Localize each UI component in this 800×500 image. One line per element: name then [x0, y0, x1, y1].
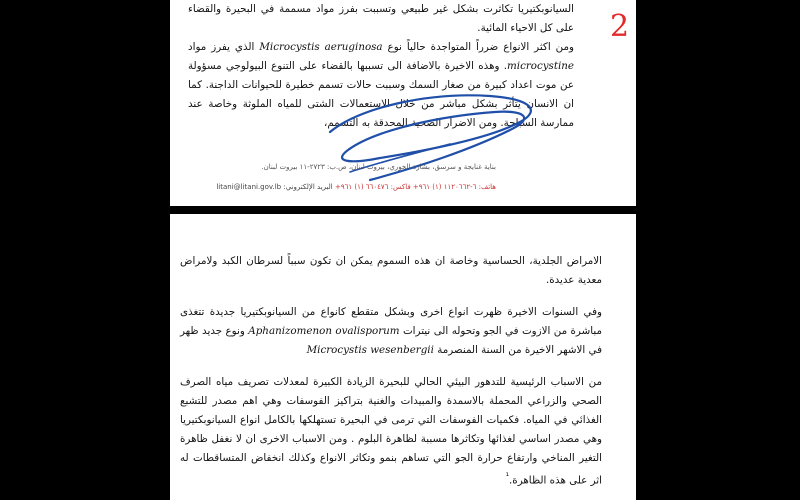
- page2-paragraph: وفي السنوات الاخيرة ظهرت انواع اخرى وبشكل متقطع كانواع من السيانوبكتيريا جديدة تتغذى مباشرة من الازوت في الجو وتحوله الى نيترات Aphanizomenon ovalisporum ونوع جديد ظهر في الاشهر الاخيرة من السنة المنصرمة Microcystis wesenbergii: [180, 306, 602, 356]
- footer-contact: هاتف: ٦-١١٢٠٦٦٢ (١) ٩٦١+ فاكس: ٦٦٠٤٧٦ (١) ٩٦١+ البريد الإلكتروني: litani@litani.gov.lb: [216, 183, 496, 191]
- toxin-name: microcystine: [507, 60, 574, 72]
- footer-email: litani@litani.gov.lb: [216, 183, 282, 191]
- page2-paragraph: الامراض الجلدية، الحساسية وخاصة ان هذه السموم يمكن ان تكون سبباً لسرطان الكبد ولامراض معدية عديدة.: [180, 255, 602, 286]
- page2-paragraph: من الاسباب الرئيسية للتدهور البيئي الحالي للبحيرة الزيادة الكبيرة لمعدلات تصريف مياه الصرف الصحي والزراعي المحملة بالاسمدة والمبيدات والغنية بتراكيز الفوسفات وهي اهم مصدر للتشبع الغذائي في المياه. فكميات الفوسفات التي ترمى في البحيرة تستهلكها بالكامل انواع السيانوبكتيريا وهي مصدر اساسي لغذائها وتكاثرها مسببة لظاهرة البلوم . ومن الاسباب الاخرى ان لا نغفل ظاهرة التغير المناخي وارتفاع حرارة الجو التي تساهم بنمو وتكاثر الانواع وكذلك انخفاض المتساقطات له اثر على هذه الظاهرة.$^{^1}$: [180, 376, 602, 487]
- page1-paragraph: السيانوبكتيريا تكاثرت بشكل غير طبيعي وتسببت بفرز مواد مسممة في البحيرة والقضاء على كل الاحياء المائية.: [188, 3, 574, 34]
- document-page-1: [170, 0, 636, 206]
- page2-body: [180, 252, 602, 500]
- species-name: Microcystis aeruginosa: [259, 41, 383, 53]
- footer-phone-fax: هاتف: ٦-١١٢٠٦٦٢ (١) ٩٦١+ فاكس: ٦٦٠٤٧٦ (١) ٩٦١+: [334, 183, 496, 191]
- document-page-2: [170, 214, 636, 500]
- species-name: Aphanizomenon ovalisporum: [248, 325, 400, 337]
- letterhead-footer: [216, 160, 496, 194]
- footnote-marker: ¹: [505, 472, 510, 482]
- footer-address: بناية غنايجة و سرسق، بشارة الخوري، بيروت لبنان، ص.ب: ٢٧٢٣-١١ بيروت لبنان.: [261, 163, 496, 171]
- species-name: Microcystis wesenbergii: [306, 344, 434, 356]
- page1-paragraph: ومن اكثر الانواع ضرراً المتواجدة حالياً نوع Microcystis aeruginosa الذي يفرز مواد microcystine. وهذه الاخيرة بالاضافة الى تسببها بالقضاء على التنوع البيولوجي مسؤولة عن موت اعداد كبيرة من صغار السمك وسببت حالات تسمم خطيرة للحيوانات الداجنة. كما ان الانسان يتأثر بشكل مباشر من خلال الاستعمالات الشتى للمياه الملوثة وخاصة عند ممارسة السباحة. ومن الاضرار الصحية المحدقة به التسمم،: [188, 41, 574, 129]
- page-number: 2: [610, 9, 630, 44]
